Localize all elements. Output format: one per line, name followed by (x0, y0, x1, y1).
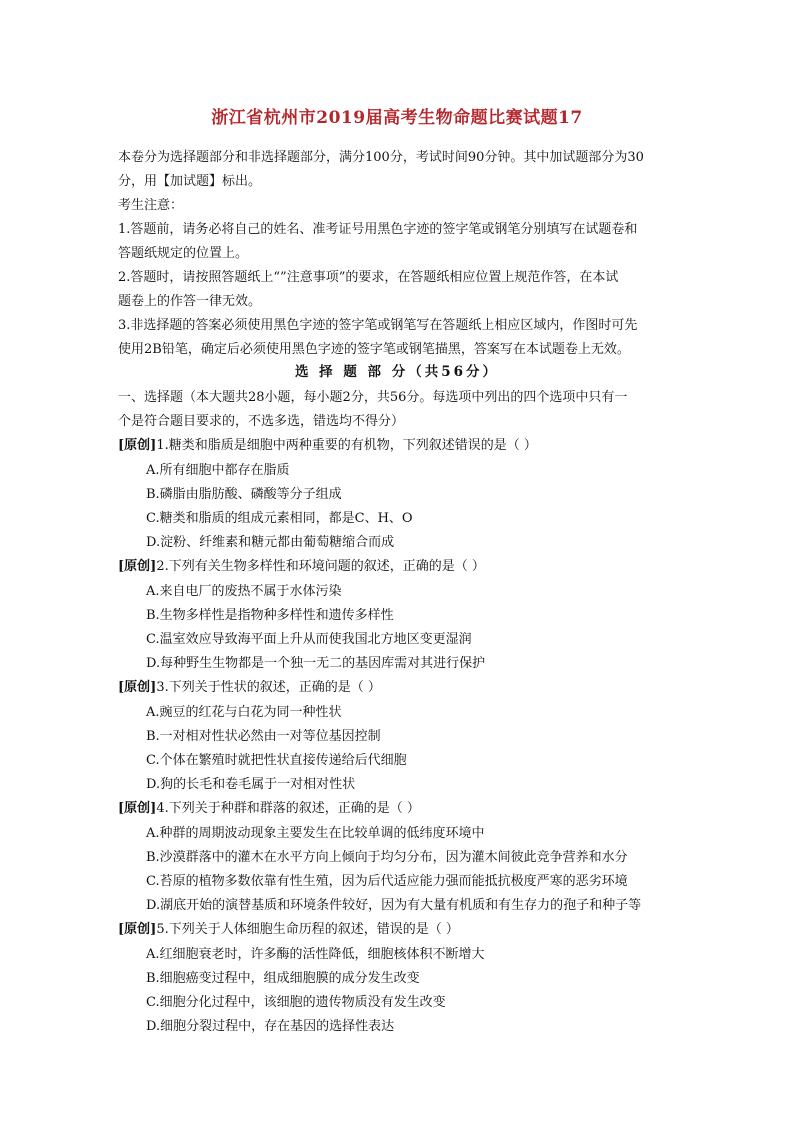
question-stem (118, 797, 420, 816)
section-intro-line: 一、选择题（本大题共28小题，每小题2分，共56分。每选项中列出的四个选项中只有一 (118, 390, 628, 405)
question-text: 5.下列关于人体细胞生命历程的叙述，错误的是（ ） (156, 922, 459, 937)
option-b: B.沙漠群落中的灌木在水平方向上倾向于均匀分布，因为灌木间彼此竞争营养和水分 (146, 850, 628, 865)
option-a: A.来自电厂的废热不属于水体污染 (146, 584, 342, 599)
intro-line: 1.答题前，请务必将自己的姓名、准考证号用黑色字迹的签字笔或钢笔分别填写在试题卷和 (118, 222, 638, 237)
section-title: 选 择 题 部 分（共56分） (294, 364, 500, 380)
option-c: C.糖类和脂质的组成元素相同，都是C、H、O (146, 511, 413, 526)
option-d: D.每种野生生物都是一个独一无二的基因库需对其进行保护 (146, 656, 486, 671)
option-b: B.磷脂由脂肪酸、磷酸等分子组成 (146, 487, 342, 502)
question-tag: [原创] (118, 438, 157, 453)
question-stem (118, 555, 485, 574)
page-title: 浙江省杭州市2019届高考生物命题比赛试题17 (211, 108, 583, 128)
option-b: B.一对相对性状必然由一对等位基因控制 (146, 729, 381, 744)
option-c: C.苔原的植物多数依靠有性生殖，因为后代适应能力强而能抵抗极度严寒的恶劣环境 (146, 874, 628, 889)
intro-line: 3.非选择题的答案必须使用黑色字迹的签字笔或钢笔写在答题纸上相应区域内，作图时可先 (118, 318, 638, 333)
question-tag: [原创] (118, 680, 157, 695)
option-a: A.所有细胞中都存在脂质 (146, 463, 290, 478)
option-a: A.豌豆的红花与白花为同一种性状 (146, 705, 342, 720)
question-stem (118, 676, 381, 695)
option-a: A.种群的周期波动现象主要发生在比较单调的低纬度环境中 (146, 826, 485, 841)
question-stem (118, 434, 537, 453)
question-text: 3.下列关于性状的叙述，正确的是（ ） (156, 680, 381, 695)
intro-line: 分，用【加试题】标出。 (118, 174, 262, 189)
option-c: C.细胞分化过程中，该细胞的遗传物质没有发生改变 (146, 995, 446, 1010)
intro-line: 本卷分为选择题部分和非选择题部分，满分100分，考试时间90分钟。其中加试题部分为30 (118, 150, 644, 165)
question-tag: [原创] (118, 559, 157, 574)
question-stem (118, 918, 459, 937)
intro-line: 考生注意： (118, 198, 184, 213)
section-intro-line: 个是符合题目要求的，不选多选，错选均不得分） (118, 414, 405, 429)
question-text: 1.糖类和脂质是细胞中两种重要的有机物，下列叙述错误的是（ ） (156, 438, 537, 453)
option-d: D.湖底开始的演替基质和环境条件较好，因为有大量有机质和有生存力的孢子和种子等 (146, 898, 642, 913)
intro-line: 2.答题时，请按照答题纸上“”注意事项”的要求，在答题纸相应位置上规范作答，在本试 (118, 270, 619, 285)
intro-line: 题卷上的作答一律无效。 (118, 294, 262, 309)
option-d: D.细胞分裂过程中，存在基因的选择性表达 (146, 1019, 395, 1034)
option-b: B.生物多样性是指物种多样性和遗传多样性 (146, 608, 394, 623)
option-d: D.淀粉、纤维素和糖元都由葡萄糖缩合而成 (146, 535, 395, 550)
question-text: 2.下列有关生物多样性和环境问题的叙述，正确的是（ ） (156, 559, 485, 574)
intro-line: 使用2B铅笔，确定后必须使用黑色字迹的签字笔或钢笔描黑，答案写在本试题卷上无效。 (118, 342, 630, 357)
question-text: 4.下列关于种群和群落的叙述，正确的是（ ） (156, 801, 420, 816)
intro-line: 答题纸规定的位置上。 (118, 246, 249, 261)
option-a: A.红细胞衰老时，许多酶的活性降低，细胞核体积不断增大 (146, 947, 485, 962)
option-b: B.细胞癌变过程中，组成细胞膜的成分发生改变 (146, 971, 420, 986)
question-tag: [原创] (118, 801, 157, 816)
question-tag: [原创] (118, 922, 157, 937)
option-c: C.温室效应导致海平面上升从而使我国北方地区变更湿润 (146, 632, 472, 647)
option-d: D.狗的长毛和卷毛属于一对相对性状 (146, 777, 356, 792)
option-c: C.个体在繁殖时就把性状直接传递给后代细胞 (146, 753, 407, 768)
